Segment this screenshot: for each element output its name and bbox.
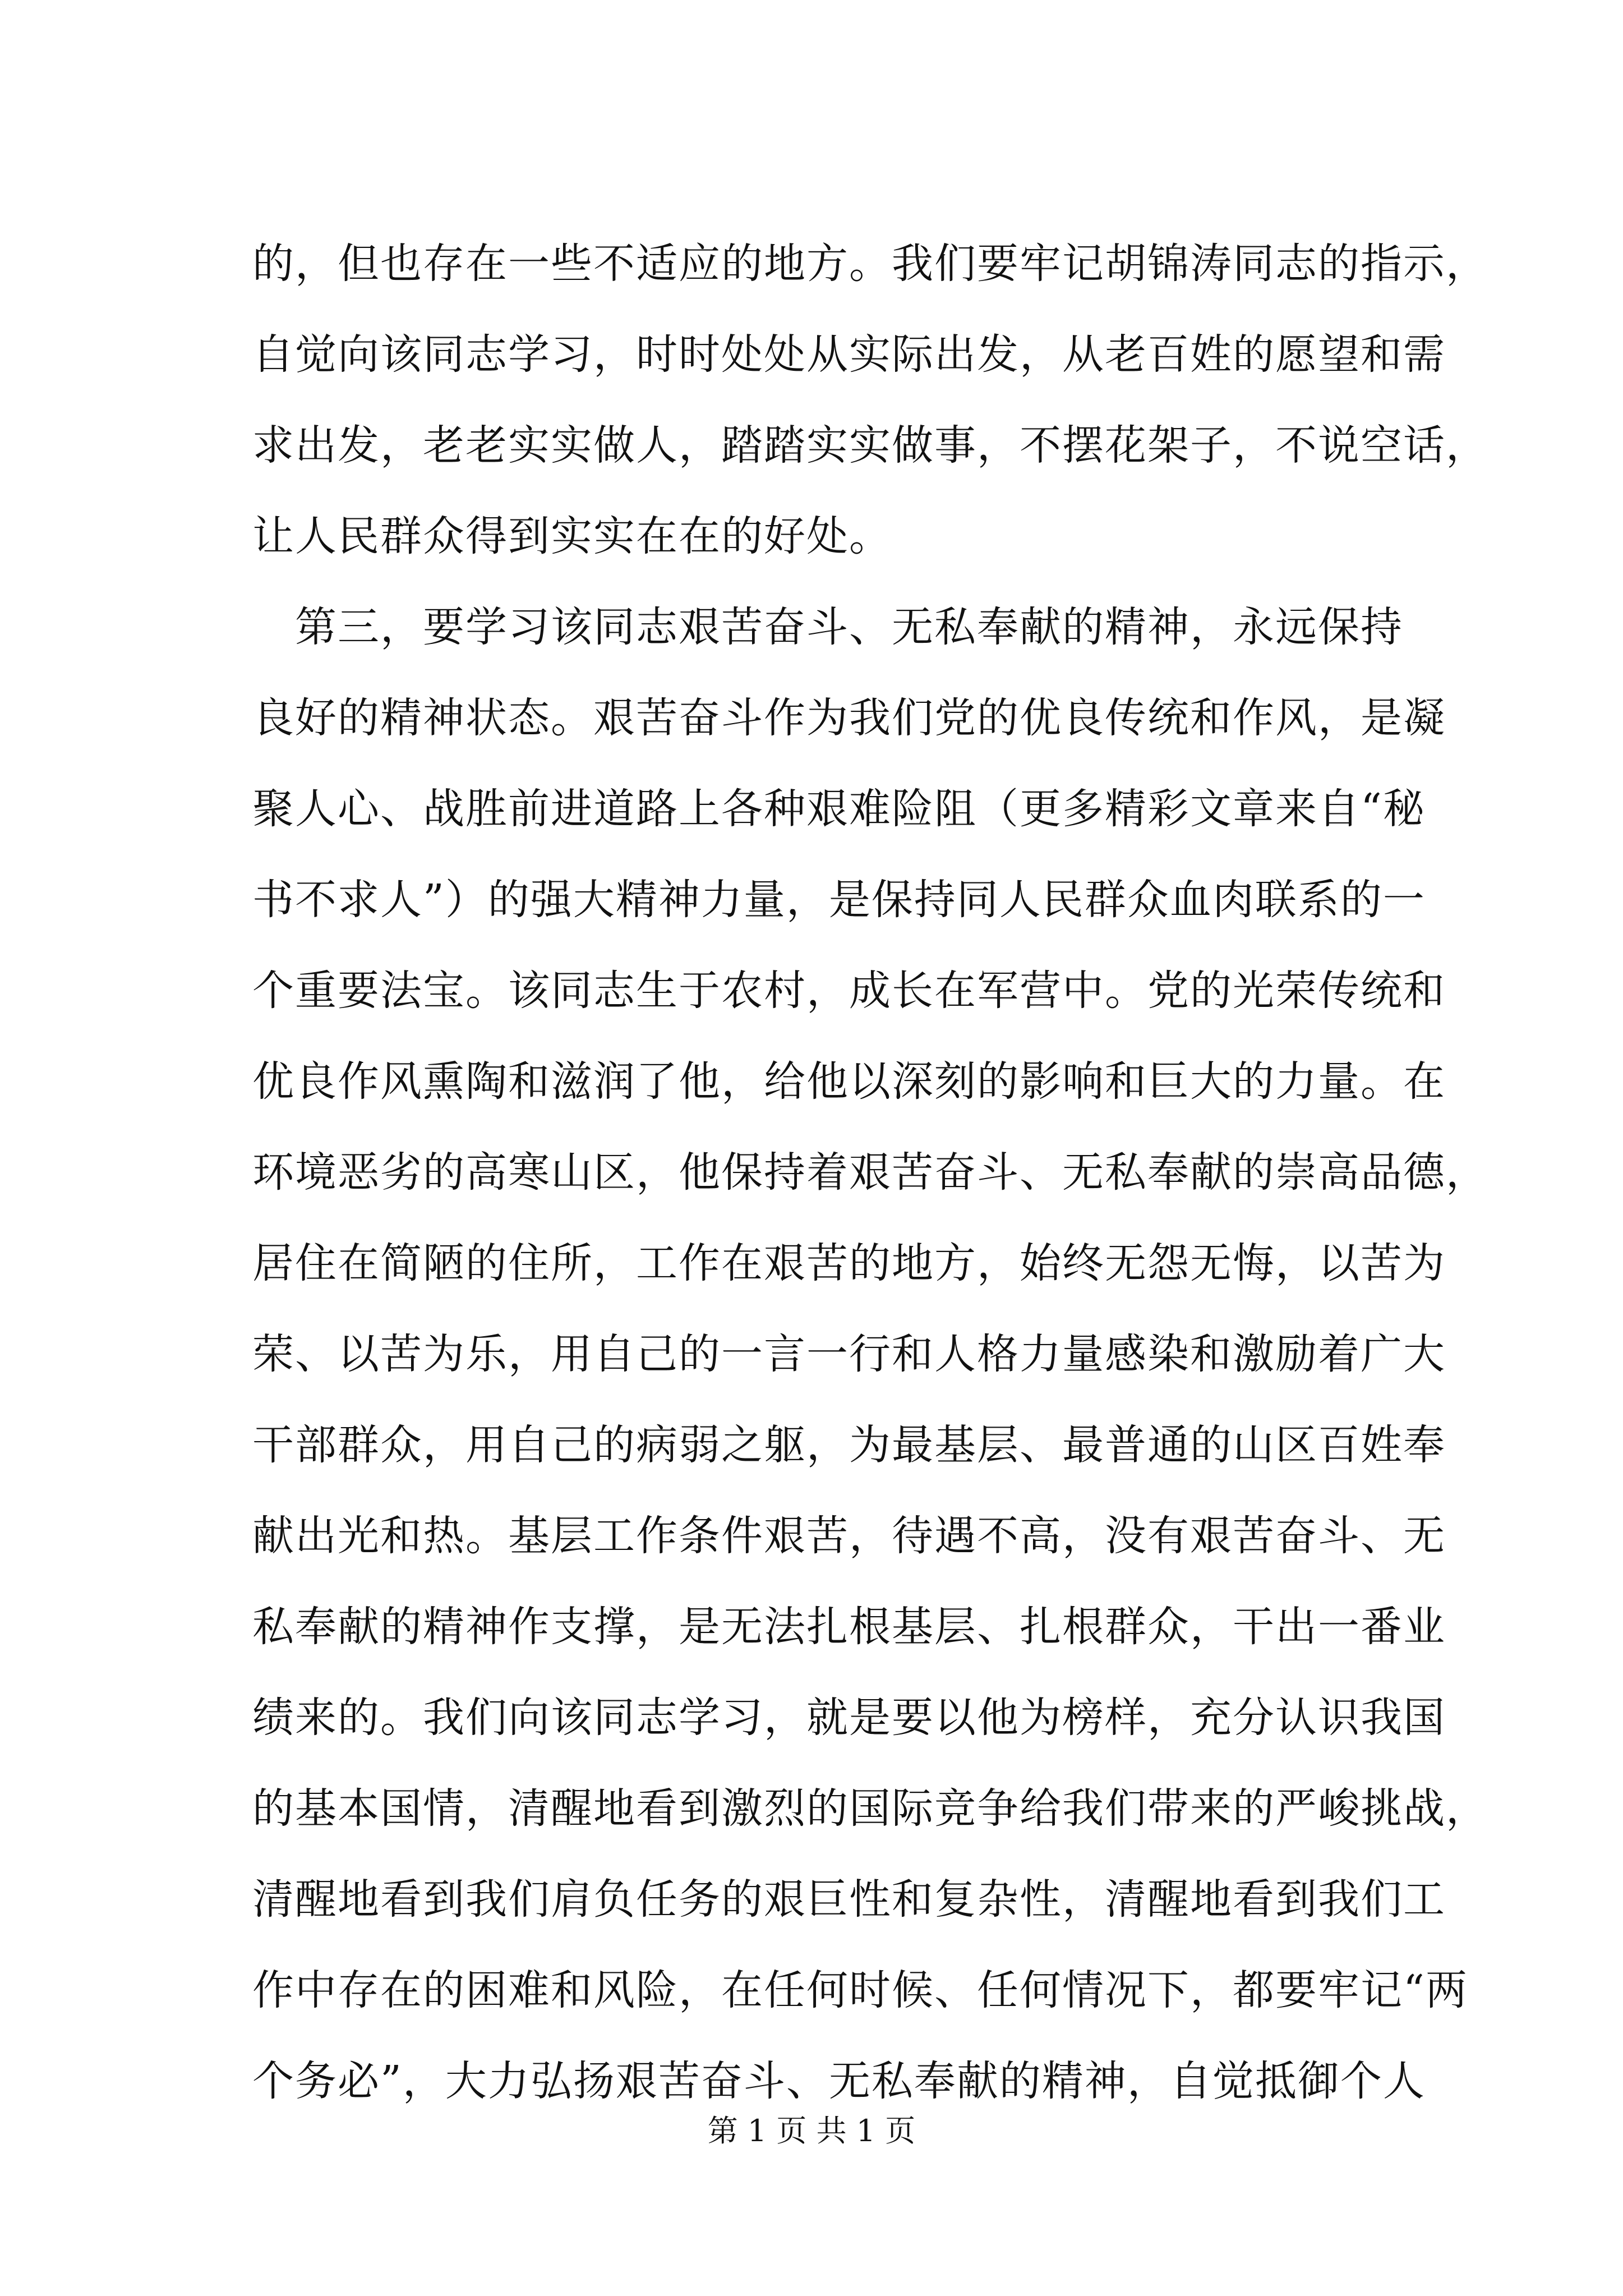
text-line: 作中存在的困难和风险，在任何时候、任何情况下，都要牢记“两 bbox=[252, 1966, 1468, 2014]
text-line: 居住在简陋的住所，工作在艰苦的地方，始终无怨无悔，以苦为 bbox=[252, 1239, 1446, 1287]
text-line: 荣、以苦为乐，用自己的一言一行和人格力量感染和激励着广大 bbox=[252, 1330, 1446, 1378]
text-line: 良好的精神状态。艰苦奋斗作为我们党的优良传统和作风，是凝 bbox=[252, 694, 1446, 742]
page-footer: 第 1 页 共 1 页 bbox=[707, 2113, 916, 2148]
text-line: 让人民群众得到实实在在的好处。 bbox=[252, 512, 892, 560]
text-line: 干部群众，用自己的病弱之躯，为最基层、最普通的山区百姓奉 bbox=[252, 1421, 1446, 1469]
text-line: 私奉献的精神作支撑，是无法扎根基层、扎根群众，干出一番业 bbox=[252, 1603, 1446, 1651]
text-line: 环境恶劣的高寒山区，他保持着艰苦奋斗、无私奉献的崇高品德， bbox=[252, 1148, 1488, 1197]
text-line: 书不求人”）的强大精神力量，是保持同人民群众血肉联系的一 bbox=[252, 876, 1426, 924]
text-line: 绩来的。我们向该同志学习，就是要以他为榜样，充分认识我国 bbox=[252, 1694, 1446, 1742]
text-line: 个重要法宝。该同志生于农村，成长在军营中。党的光荣传统和 bbox=[252, 967, 1446, 1015]
text-line: 优良作风熏陶和滋润了他，给他以深刻的影响和巨大的力量。在 bbox=[252, 1057, 1446, 1106]
text-line: 第三，要学习该同志艰苦奋斗、无私奉献的精神，永远保持 bbox=[295, 603, 1403, 651]
text-line: 聚人心、战胜前进道路上各种艰难险阻（更多精彩文章来自“秘 bbox=[252, 785, 1426, 833]
text-line: 献出光和热。基层工作条件艰苦，待遇不高，没有艰苦奋斗、无 bbox=[252, 1512, 1446, 1560]
text-line: 的基本国情，清醒地看到激烈的国际竞争给我们带来的严峻挑战， bbox=[252, 1784, 1488, 1833]
text-line: 自觉向该同志学习，时时处处从实际出发，从老百姓的愿望和需 bbox=[252, 330, 1446, 379]
text-line: 的，但也存在一些不适应的地方。我们要牢记胡锦涛同志的指示， bbox=[252, 240, 1488, 288]
text-line: 清醒地看到我们肩负任务的艰巨性和复杂性，清醒地看到我们工 bbox=[252, 1875, 1446, 1924]
text-line: 个务必”，大力弘扬艰苦奋斗、无私奉献的精神，自觉抵御个人 bbox=[252, 2057, 1426, 2105]
text-line: 求出发，老老实实做人，踏踏实实做事，不摆花架子，不说空话， bbox=[252, 421, 1488, 470]
